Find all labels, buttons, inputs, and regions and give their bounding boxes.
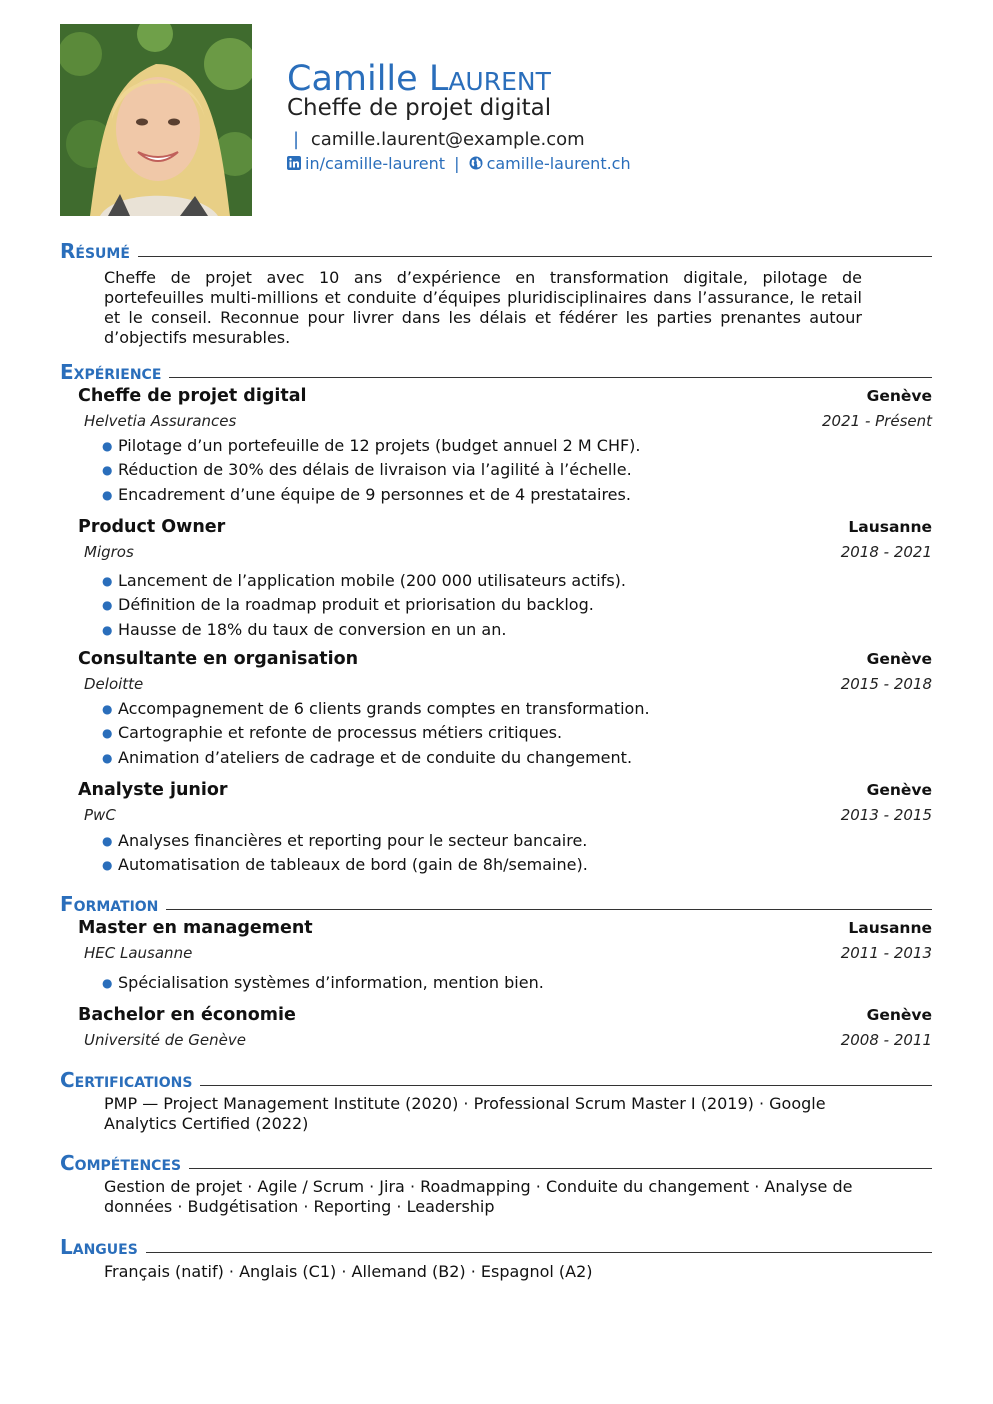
linkedin-link[interactable]: in/camille-laurent (305, 154, 445, 173)
bullet-list (102, 697, 650, 770)
list-item (102, 434, 641, 458)
section-title: Compétences (60, 1151, 182, 1175)
education-entry-sub (84, 1031, 932, 1049)
job-role: Cheffe de projet digital (78, 386, 307, 406)
website-link[interactable]: camille-laurent.ch (486, 154, 631, 173)
bullet-dot: ● (102, 976, 113, 990)
bullet-dot: ● (102, 858, 113, 873)
candidate-name (287, 58, 551, 100)
bullet-list (102, 569, 626, 642)
contact-line (287, 129, 585, 150)
bullet-text: Spécialisation systèmes d’information, mention bien. (118, 973, 544, 992)
section-rule (138, 256, 932, 257)
bullet-dot: ● (102, 574, 113, 588)
bullet-text: Lancement de l’application mobile (200 000 utilisateurs actifs). (118, 571, 626, 590)
bullet-dot: ● (102, 439, 113, 453)
experience-entry-sub (84, 675, 932, 693)
bullet-dot: ● (102, 834, 113, 848)
linkedin-icon (287, 156, 301, 170)
bullet-list (102, 829, 588, 878)
bullet-text: Encadrement d’une équipe de 9 personnes et de 4 prestataires. (118, 484, 631, 504)
education-entry-header (78, 918, 932, 938)
last-name: Laurent (428, 59, 551, 99)
job-title: Cheffe de projet digital (287, 95, 552, 121)
bullet-text: Hausse de 18% du taux de conversion en un an. (118, 619, 507, 639)
education-entry-header (78, 1005, 932, 1025)
experience-entry-sub (84, 543, 932, 561)
degree-name: Master en management (78, 918, 313, 938)
section-title: Formation (60, 892, 159, 916)
school-location: Lausanne (848, 919, 932, 937)
bullet-text: Définition de la roadmap produit et priorisation du backlog. (118, 595, 594, 615)
section-rule (189, 1168, 932, 1169)
bullet-dot: ● (102, 702, 113, 716)
section-rule (169, 377, 932, 378)
job-dates: 2015 - 2018 (840, 675, 932, 693)
list-item (102, 971, 544, 995)
link-separator: | (454, 154, 460, 173)
section-title: Expérience (60, 360, 162, 384)
job-dates: 2013 - 2015 (840, 806, 932, 824)
job-dates: 2021 - Présent (822, 412, 932, 430)
experience-entry-header (78, 780, 932, 800)
list-item (102, 618, 626, 642)
first-name: Camille (287, 59, 418, 99)
bullet-dot: ● (102, 622, 113, 637)
school-name: Université de Genève (84, 1031, 246, 1049)
bullet-dot: ● (102, 487, 113, 502)
bullet-text: Accompagnement de 6 clients grands comptes en transformation. (118, 699, 650, 718)
school-location: Genève (866, 1006, 932, 1024)
email-link[interactable]: camille.laurent@example.com (310, 129, 585, 150)
list-item (102, 853, 588, 877)
list-item (102, 458, 641, 482)
bullet-dot: ● (102, 463, 113, 478)
education-dates: 2008 - 2011 (840, 1031, 932, 1049)
section-title: Certifications (60, 1068, 193, 1092)
experience-entry-header (78, 649, 932, 669)
section-rule (166, 909, 932, 910)
section-rule (146, 1252, 932, 1253)
section-title: Langues (60, 1235, 138, 1259)
bullet-text: Pilotage d’un portefeuille de 12 projets (budget annuel 2 M CHF). (118, 436, 641, 455)
contact-separator: | (293, 129, 300, 150)
experience-entry-header (78, 386, 932, 406)
bullet-text: Animation d’ateliers de cadrage et de conduite du changement. (118, 747, 633, 767)
job-location: Genève (866, 781, 932, 799)
bullet-text: Analyses financières et reporting pour le secteur bancaire. (118, 831, 588, 850)
section-certifications-heading (60, 1066, 932, 1092)
summary-text: Cheffe de projet avec 10 ans d’expérience en transformation digitale, pilotage de portefeuilles multi-millions et conduite d’équipes pluridisciplinaires dans l’assurance, le retail et le conseil. Reconnue pour livrer dans les délais et fédérer les parties prenantes autour d’objectifs mesurables. (104, 268, 862, 347)
bullet-text: Automatisation de tableaux de bord (gain de 8h/semaine). (118, 855, 588, 875)
globe-icon (469, 156, 483, 170)
school-name: HEC Lausanne (84, 944, 193, 962)
list-item (102, 721, 650, 745)
profile-photo (60, 24, 252, 216)
degree-name: Bachelor en économie (78, 1005, 296, 1025)
bullet-list (102, 434, 641, 507)
education-dates: 2011 - 2013 (840, 944, 932, 962)
list-item (102, 746, 650, 770)
list-item (102, 569, 626, 593)
list-item (102, 829, 588, 853)
list-item (102, 483, 641, 507)
social-links (287, 154, 631, 173)
section-experience-heading (60, 358, 932, 384)
list-item (102, 593, 626, 617)
section-languages-heading (60, 1233, 932, 1259)
job-role: Analyste junior (78, 780, 228, 800)
section-skills-heading (60, 1149, 932, 1175)
job-role: Product Owner (78, 517, 226, 537)
languages-text: Français (natif) · Anglais (C1) · Allemand (B2) · Espagnol (A2) (104, 1262, 593, 1281)
job-location: Genève (866, 387, 932, 405)
bullet-dot: ● (102, 750, 113, 765)
company-name: Helvetia Assurances (84, 412, 237, 430)
company-name: PwC (84, 806, 116, 824)
certifications-text: PMP — Project Management Institute (2020) · Professional Scrum Master I (2019) · Google Analytics Certified (2022) (104, 1094, 826, 1133)
skills-text: Gestion de projet · Agile / Scrum · Jira · Roadmapping · Conduite du changement · Analyse de données · Budgétisation · Reporting · Leadership (104, 1177, 853, 1216)
section-rule (200, 1085, 932, 1086)
job-role: Consultante en organisation (78, 649, 359, 669)
bullet-dot: ● (102, 726, 113, 741)
section-summary-heading (60, 237, 932, 263)
experience-entry-sub (84, 806, 932, 824)
bullet-text: Cartographie et refonte de processus métiers critiques. (118, 723, 563, 743)
education-entry-sub (84, 944, 932, 962)
company-name: Migros (84, 543, 134, 561)
list-item (102, 697, 650, 721)
experience-entry-header (78, 517, 932, 537)
bullet-list (102, 971, 544, 995)
job-dates: 2018 - 2021 (840, 543, 932, 561)
bullet-dot: ● (102, 598, 113, 613)
section-title: Résumé (60, 239, 130, 263)
section-education-heading (60, 890, 932, 916)
experience-entry-sub (84, 412, 932, 430)
company-name: Deloitte (84, 675, 144, 693)
job-location: Lausanne (848, 518, 932, 536)
job-location: Genève (866, 650, 932, 668)
bullet-text: Réduction de 30% des délais de livraison via l’agilité à l’échelle. (118, 460, 632, 480)
